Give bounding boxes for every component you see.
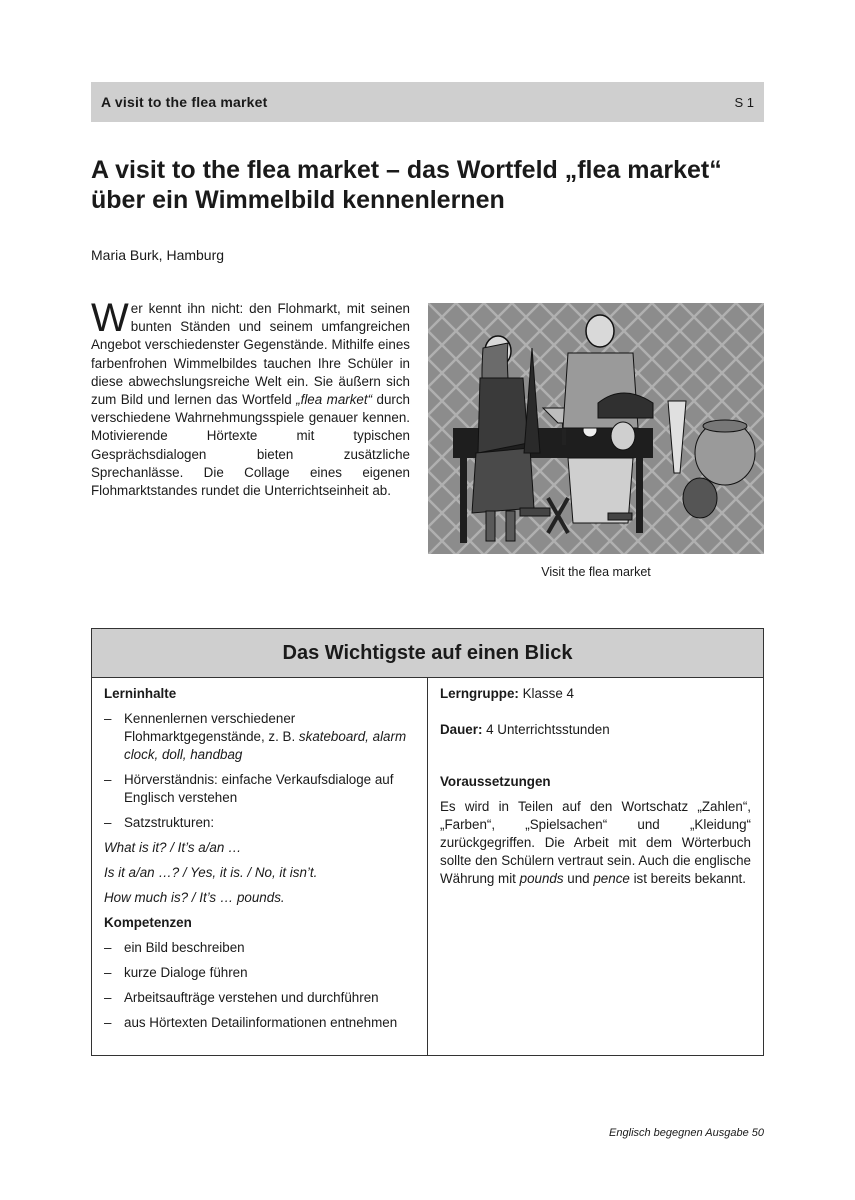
voraussetzungen-text [440, 798, 751, 888]
structure-line: What is it? / It’s a/an … [104, 840, 242, 855]
lerninhalte-list [104, 710, 415, 832]
summary-right-column [428, 677, 763, 1055]
summary-box [91, 628, 764, 1056]
header-title: A visit to the flea market [101, 94, 268, 110]
figure-caption: Visit the flea market [541, 565, 651, 579]
structure-line: How much is? / It’s … pounds. [104, 890, 285, 905]
dauer [440, 721, 751, 739]
summary-box-heading: Das Wichtigste auf einen Blick [92, 629, 763, 678]
illustration-drawing [428, 303, 764, 554]
flea-market-illustration [428, 303, 764, 554]
title-line-1: A visit to the flea market – das Wortfeld „flea market“ [91, 156, 722, 184]
page-number: S 1 [734, 94, 754, 110]
lerngruppe-value: Klasse 4 [518, 686, 574, 701]
footer: Englisch begegnen Ausgabe 50 [609, 1127, 764, 1139]
kompetenzen-heading: Kompetenzen [104, 915, 192, 930]
vor-text-italic: pounds [519, 871, 564, 886]
lerngruppe-label: Lerngruppe: [440, 686, 519, 701]
vor-text: Es wird in Teilen auf den Wortschatz „Zahlen“, „Farben“, „Spielsachen“ und „Kleidung“ zurückgegriffen. Die Arbeit mit dem Wörterbuch sollte den Schülern vertraut sein. Auch die englische Währung mit [440, 799, 751, 886]
kompetenzen-list [104, 939, 415, 1032]
drop-cap: W [91, 296, 129, 340]
vor-text: und [563, 871, 594, 886]
list-item [104, 710, 415, 764]
voraussetzungen-heading: Voraussetzungen [440, 774, 551, 789]
intro-text-italic: „flea market“ [296, 392, 373, 408]
dauer-value: 4 Unterrichtsstunden [482, 722, 610, 737]
intro-paragraph [91, 296, 411, 500]
item-text: Kennenlernen verschiedener Flohmarktgegenstände, z. B. [124, 711, 299, 744]
lerninhalte-heading: Lerninhalte [104, 686, 177, 701]
structure-line: Is it a/an …? / Yes, it is. / No, it isn’t. [104, 865, 318, 880]
summary-left-column [92, 677, 428, 1055]
page-title [91, 155, 781, 215]
dauer-label: Dauer: [440, 722, 483, 737]
list-item: – ein Bild beschreiben [104, 939, 415, 957]
list-item: – kurze Dialoge führen [104, 964, 415, 982]
lerngruppe [440, 685, 751, 703]
item-text-italic: skateboard, alarm clock, doll, handbag [124, 729, 407, 762]
intro-text-b: durch verschiedene Wahrnehmungsspiele genauer kennen. Motivierende Hörtexte mit typischen Gesprächsdialogen bieten zusätzliche Sprechanlässe. Die Collage eines eigenen Flohmarktstandes rundet die Unterrichtseinheit ab. [91, 392, 411, 499]
vor-text-italic: pence [593, 871, 630, 886]
title-line-2: über ein Wimmelbild kennenlernen [91, 186, 505, 214]
header-bar [91, 82, 764, 122]
list-item: – Satzstrukturen: [104, 814, 415, 832]
list-item: – aus Hörtexten Detailinformationen entnehmen [104, 1014, 415, 1032]
vor-text: ist bereits bekannt. [629, 871, 746, 886]
list-item: – Arbeitsaufträge verstehen und durchführen [104, 989, 415, 1007]
list-item: – Hörverständnis: einfache Verkaufsdialoge auf Englisch verstehen [104, 771, 415, 807]
intro-text-a: er kennt ihn nicht: den Flohmarkt, mit seinen bunten Ständen und seinem umfangreichen Angebot verschiedenster Gegenstände. Mithilfe eines farbenfrohen Wimmelbildes tauchen Ihre Schüler in diese abwechslungsreiche Welt ein. Sie äußern sich zum Bild und lernen das Wortfeld [91, 301, 410, 408]
author: Maria Burk, Hamburg [91, 247, 225, 263]
